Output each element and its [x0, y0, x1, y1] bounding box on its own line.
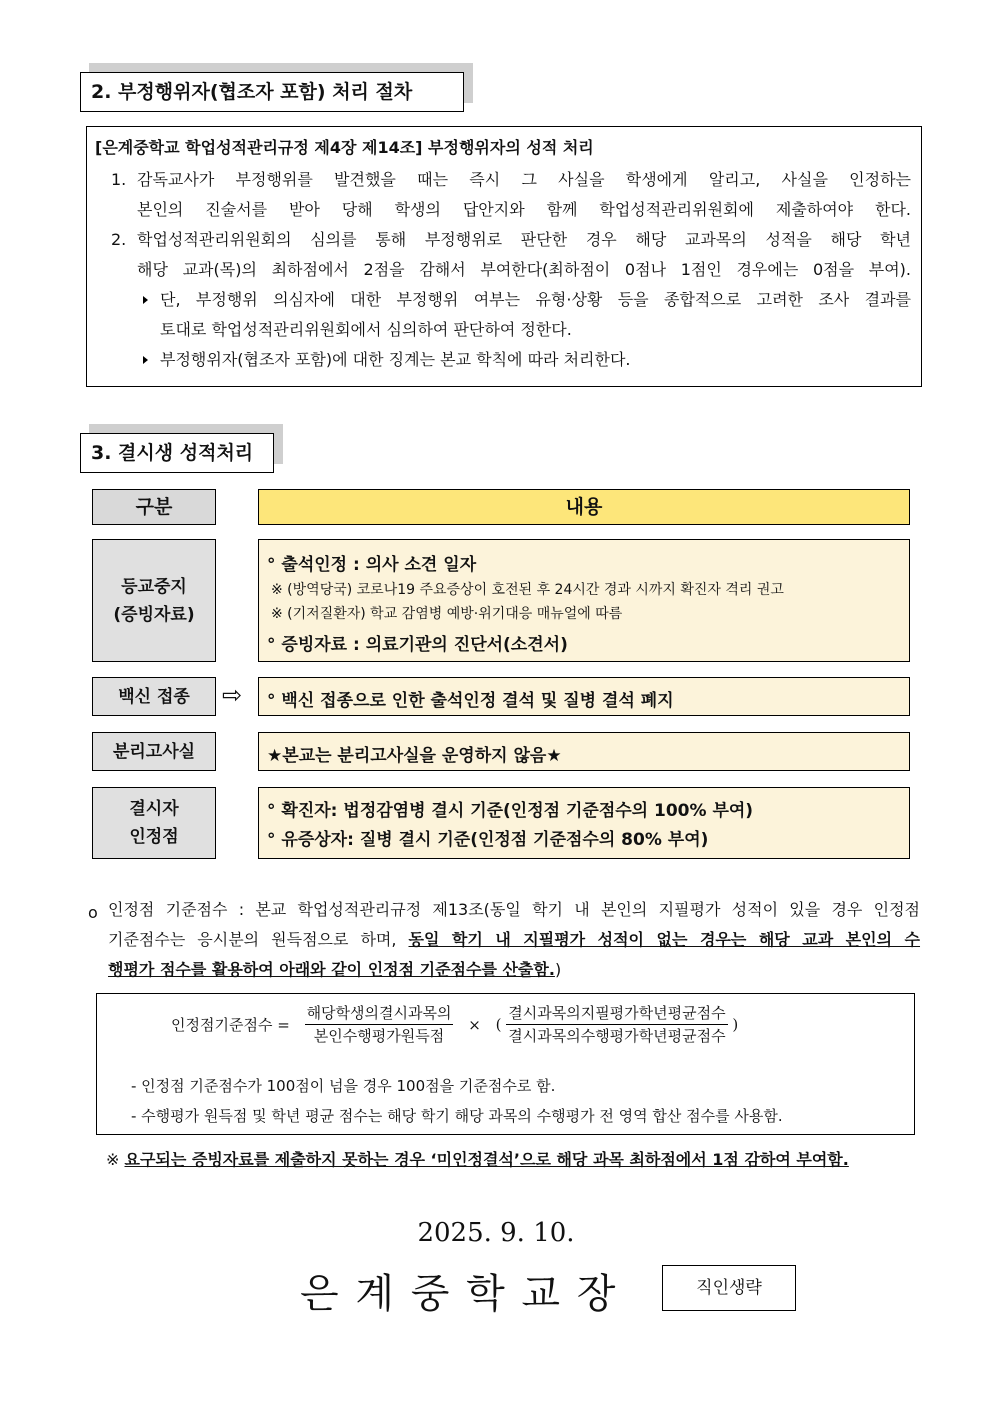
row-label-line2: (증빙자료): [113, 604, 195, 625]
item2-number: 2.: [111, 230, 127, 249]
table-header-content: 내용: [258, 489, 910, 525]
row-content-vaccine: [258, 677, 910, 716]
warning-line: [106, 1147, 849, 1173]
fraction-denominator: 본인수행평가원득점: [313, 1027, 445, 1045]
row-label-vaccine: [92, 677, 216, 716]
score-note-line3: [108, 955, 561, 985]
row-content-separate-room: [258, 732, 910, 771]
score-note-line2: [108, 925, 920, 955]
formula-fraction-1: [305, 1002, 454, 1047]
row-line: ° 백신 접종으로 인한 출석인정 결석 및 질병 결석 폐지: [267, 691, 674, 711]
item1-number: 1.: [111, 170, 127, 189]
item2-line2: 해당 교과(목)의 최하점에서 2점을 감해서 부여한다(최하점이 0점나 1점인 경우에는 0점을 부여).: [137, 260, 911, 279]
row-note: ※ (방역당국) 코로나19 주요증상이 호전된 후 24시간 경과 시까지 확진자 격리 권고: [271, 582, 784, 598]
seal-omitted-label: 직인생략: [696, 1278, 762, 1298]
section2-title: 2. 부정행위자(협조자 포함) 처리 절차: [80, 72, 464, 112]
row-label-line2: 인정점: [129, 827, 179, 847]
row-label-line1: 등교중지: [121, 576, 187, 597]
score-note-underlined: 행평가 점수를 활용하여 아래와 같이 인정점 기준점수를 산출함.: [108, 960, 555, 979]
bullet1-line1: 단, 부정행위 의심자에 대한 부정행위 여부는 유형·상황 등을 종합적으로 고려한 조사 결과를: [160, 290, 911, 309]
right-arrow-icon: ⇨: [222, 681, 243, 709]
bullet2: 부정행위자(협조자 포함)에 대한 징계는 본교 학칙에 따라 처리한다.: [160, 350, 631, 369]
paren-open: (: [495, 1015, 502, 1034]
row-label-absence-score: [92, 787, 216, 859]
formula-lhs: 인정점기준점수 =: [171, 1016, 290, 1034]
row-note: ※ (기저질환자) 학교 감염병 예방·위기대응 매뉴얼에 따름: [271, 606, 623, 622]
row-line: ° 출석인정 : 의사 소견 일자: [267, 555, 477, 575]
fraction-numerator: 해당학생의결시과목의: [305, 1002, 454, 1025]
triangle-bullet-icon: [143, 356, 148, 364]
formula-note-1: - 인정점 기준점수가 100점이 넘을 경우 100점을 기준점수로 함.: [131, 1077, 556, 1095]
document-date: 2025. 9. 10.: [417, 1218, 575, 1248]
times-sign: ×: [468, 1015, 481, 1034]
bullet1-line2: 토대로 학업성적관리위원회에서 심의하여 판단하여 정한다.: [160, 320, 572, 339]
signatory-title: 은 계 중 학 교 장: [300, 1271, 618, 1317]
score-note-underlined: 동일 학기 내 지필평가 성적이 없는 경우는 해당 교과 본인의 수: [408, 930, 921, 949]
formula-note-2: - 수행평가 원득점 및 학년 평균 점수는 해당 학기 해당 과목의 수행평가 전 영역 합산 점수를 사용함.: [131, 1107, 783, 1125]
paren-close: ): [732, 1015, 739, 1034]
row-label-line1: 분리고사실: [112, 741, 196, 762]
item1-line1: 감독교사가 부정행위를 발견했을 때는 즉시 그 사실을 학생에게 알리고, 사실을 인정하는: [137, 170, 911, 189]
triangle-bullet-icon: [143, 296, 148, 304]
formula: [171, 1002, 738, 1047]
table-header-category: 구분: [92, 489, 216, 525]
fraction-denominator: 결시과목의수행평가학년평균점수: [508, 1027, 726, 1045]
row-line: ° 확진자: 법정감염병 결시 기준(인정점 기준점수의 100% 부여): [267, 801, 754, 821]
row-line: ° 증빙자료 : 의료기관의 진단서(소견서): [267, 635, 568, 655]
row-content-attendance-stop: [258, 539, 910, 662]
note-marker: o: [88, 903, 98, 922]
row-line: ★본교는 분리고사실을 운영하지 않음★: [267, 746, 562, 766]
fraction-numerator: 결시과목의지필평가학년평균점수: [506, 1002, 727, 1025]
score-note-plain: ): [554, 960, 562, 979]
row-label-separate-room: [92, 732, 216, 771]
row-label-line1: 결시자: [129, 799, 179, 819]
rule-heading: [은계중학교 학업성적관리규정 제4장 제14조] 부정행위자의 성적 처리: [95, 138, 594, 157]
score-note-plain: 기준점수는 응시분의 원득점으로 하며,: [108, 930, 409, 949]
warning-mark: ※: [106, 1150, 120, 1169]
row-line: ° 유증상자: 질병 결시 기준(인정점 기준점수의 80% 부여): [267, 830, 709, 850]
seal-omitted-box: [662, 1265, 796, 1311]
formula-box: [96, 993, 915, 1135]
row-content-absence-score: [258, 787, 910, 859]
rule-box: [86, 126, 922, 387]
section3-title: 3. 결시생 성적처리: [80, 433, 274, 473]
item1-line2: 본인의 진술서를 받아 당해 학생의 답안지와 함께 학업성적관리위원회에 제출하여야 한다.: [137, 200, 911, 219]
warning-text: 요구되는 증빙자료를 제출하지 못하는 경우 ‘미인정결석’으로 해당 과목 최하점에서 1점 감하여 부여함.: [124, 1150, 849, 1169]
row-label-attendance-stop: [92, 539, 216, 662]
score-note-line1: 인정점 기준점수 : 본교 학업성적관리규정 제13조(동일 학기 내 본인의 지필평가 성적이 있을 경우 인정점: [108, 900, 920, 919]
row-label-line1: 백신 접종: [118, 686, 190, 707]
item2-line1: 학업성적관리위원회의 심의를 통해 부정행위로 판단한 경우 해당 교과목의 성적을 해당 학년: [137, 230, 911, 249]
formula-fraction-2: [506, 1002, 727, 1047]
